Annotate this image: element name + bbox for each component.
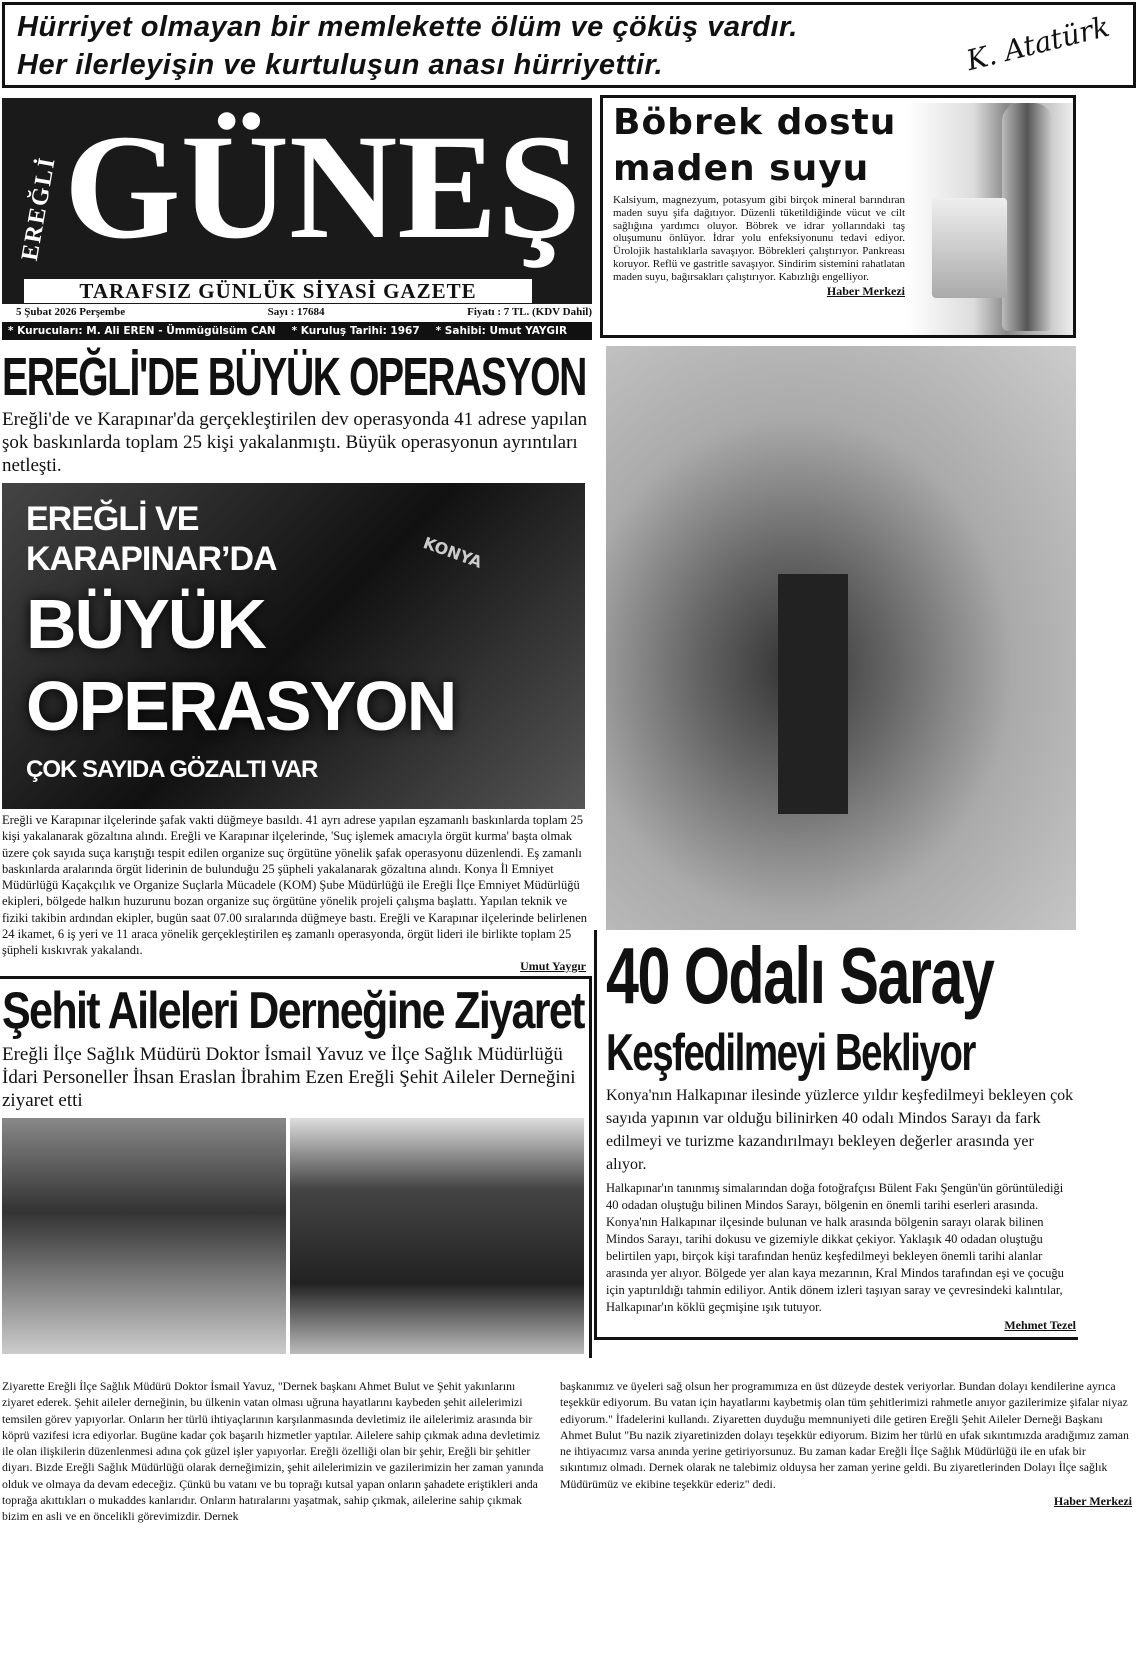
palace-headline-2: Keşfedilmeyi Bekliyor — [606, 1024, 975, 1082]
issue-number: Sayı : 17684 — [267, 306, 325, 318]
owner: * Sahibi: Umut YAYGIR — [435, 325, 568, 337]
visit-text-left: Ziyarette Ereğli İlçe Sağlık Müdürü Doktor İsmail Yavuz, "Dernek başkanı Ahmet Bulut ve Şehit yakınlarını ziyaret ederek. Şehit aileler derneğinin, bu ülkenin vatan olması uğruna hayatlarını kaybeden şehit ailelerimizi temsilen görev yapıyorlar. Onların her türlü ihtiyaçlarının karşılanmasında devletimiz ile ailelerimiz arasında bir köprü vazifesi icra ediyorlar. Bugüne kadar çok başarılı hizmetler yaptılar. Ailelere sahip çıkmak adına devletimiz ile olan ilişkilerin düzenlenmesi adına çok güzel işler yapıyorlar. Ereğli özelliği olan bir şehir, Ereğli bir şehitler diyarı. Bizde Ereğli Sağlık Müdürlüğü olarak derneğimizin, şehit ailelerimizin ve gazilerimizin her zaman yanında olduk ve olmaya da devam edeceğiz. Çünkü bu vatanı ve bu toprağı kutsal yapan onların şahadete eriştikleri anda toprağa akıttıkları o mukaddes kanlarıdır. Onların hatıralarını yaşatmak, sahip çıkmak, ailelerine sahip çıkmak bizim en asli ve en öncelikli görevimizdir. Dernek — [2, 1379, 544, 1524]
water-title-1: Böbrek dostu — [613, 102, 897, 143]
visit-subtitle: Ereğli İlçe Sağlık Müdürü Doktor İsmail Yavuz ve İlçe Sağlık Müdürlüğü İdari Personeller İhsan Eraslan İbrahim Ezen Ereğli Şehit Aileler Derneğini ziyaret etti — [2, 1043, 576, 1111]
visit-text-right: başkanımız ve üyeleri sağ olsun her programımıza en üst düzeyde destek veriyorlar. Bundan dolayı kendilerine ayrıca teşekkür ediyorum. Bu vatan için hayatlarını kaybetmiş olan tüm şehitlerimizi rahmetle anıyor gazilerimize şifalar niyaz ediyorum." İfadelerini kullandı. Ziyaretten duyduğu memnuniyeti dile getiren Ereğli Şehit Aileler Derneği Başkanı Ahmet Bulut "Bu nazik ziyaretinizden dolayı teşekkür ediyorum. Bizim her türlü en ufak sıkıntımızda aradığımız zaman ne ihtiyacımız varsa anında yerine getiriyorsunuz. Bu zaman kadar Ereğli İlçe Sağlık Müdürlüğü ile en ufak bir sıkıntımız olmadı. Dernek olarak ne talebimiz olduysa her zaman yerine geldi. Bu ziyaretlerinden Dolayı İlçe sağlık Müdürümüz ve ekibine teşekkür ederiz" dedi. — [560, 1379, 1129, 1491]
photo-text-3: BÜYÜK — [26, 585, 265, 663]
palace-article-box — [594, 930, 1078, 1340]
photo-text-5: ÇOK SAYIDA GÖZALTI VAR — [26, 756, 318, 783]
main-columns — [0, 346, 1140, 1358]
masthead-tagline: TARAFSIZ GÜNLÜK SİYASİ GAZETE — [24, 279, 532, 303]
masthead-name: GÜNEŞ — [64, 104, 581, 270]
palace-text: Halkapınar'ın tanınmış simalarından doğa fotoğrafçısı Bülent Fakı Şengün'ün görüntülediği 40 odadan oluştuğu bilinen Mindos Sarayı, bölgenin en önemli tarihi eserleri arasında. Konya'nın Halkapınar ilçesinde bulunan ve halk arasında bölgenin sarayı olarak bilinen Mindos Sarayı, tarihi dokusu ve gizemiyle dikkat çekiyor. Yaklaşık 40 odadan oluştuğu belirtilen yapı, birçok kişi tarafından henüz keşfedilmeyi bekleyen önemli tarihi alanlar arasında yer alıyor. Bölgede yer alan kaya mezarının, Kral Mindos tarafından eşi ve çocuğu için yaptırıldığı tahmin ediliyor. Antik dönem izleri taşıyan saray ve çevresindeki kalıntılar, Halkapınar'ın köklü geçmişine ışık tutuyor. — [606, 1181, 1064, 1314]
water-article — [600, 95, 1076, 338]
issue-info — [16, 306, 592, 319]
palace-subtitle: Konya'nın Halkapınar ilesinde yüzlerce yıldır keşfedilmeyi bekleyen çok sayıda yapının var olduğu bilinirken 40 odalı Mindos Sarayı da fark edilmeyi ve turizme kazandırılmayı bekleyen değerler arasında yer alıyor. — [606, 1087, 1074, 1173]
left-column — [0, 346, 592, 1358]
photo-vest-text: KONYA — [420, 533, 485, 572]
operation-text: Ereğli ve Karapınar ilçelerinde şafak vakti düğmeye basıldı. 41 ayrı adrese yapılan eşzamanlı baskınlarda toplam 25 kişi yakalanarak gözaltına alındı. Ereğli ve Karapınar ilçelerinde, 'Suç işlemek amacıyla örgüt kurma' başta olmak üzere çok sayıda suça karıştığı tespit edilen organize suç örgütüne yönelik şafak operasyonu düzenlendi. Eş zamanlı baskınlarda aralarında örgüt liderinin de bulunduğu 25 şüpheli yakalanarak gözaltına alındı. Konya İl Emniyet Müdürlüğü Kaçakçılık ve Organize Suçlarla Mücadele (KOM) Şube Müdürlüğü ile Ereğli İlçe Emniyet Müdürlüğü ekipleri, bölgede halkın huzurunu bozan organize suç örgütüne yönelik projeli çalışma başlattı. Yapılan teknik ve fiziki takibin ardından ekipler, bugün saat 07.00 sıralarında düğmeye bastı. Ereğli ve Karapınar ilçelerinde belirlenen 24 ikamet, 6 iş yeri ve 11 araca yönelik gerçekleştirilen eş zamanlı operasyonda, örgüt lideri ile birlikte toplam 25 şüpheli kıskıvrak yakalandı. — [2, 813, 588, 958]
water-byline: Haber Merkezi — [826, 283, 905, 298]
visit-photo-1 — [2, 1118, 286, 1354]
palace-photo — [606, 346, 1076, 930]
operation-headline: EREĞLİ'DE BÜYÜK OPERASYON — [2, 347, 586, 407]
operation-subtitle: Ereğli'de ve Karapınar'da gerçekleştirilen dev operasyonda 41 adrese yapılan şok baskınlarda toplam 25 kişi yakalanmıştı. Büyük operasyonun ayrıntıları netleşti. — [2, 409, 588, 476]
quote-line-1: Hürriyet olmayan bir memlekette ölüm ve çöküş vardır. — [17, 11, 798, 43]
palace-byline: Mehmet Tezel — [1004, 1318, 1076, 1332]
operation-byline: Umut Yaygır — [520, 958, 586, 973]
issue-price: Fiyatı : 7 TL. (KDV Dahil) — [467, 306, 592, 318]
founded-date: * Kuruluş Tarihi: 1967 — [291, 325, 420, 337]
founders: * Kurucuları: M. Ali EREN - Ümmügülsüm CAN — [8, 325, 276, 337]
palace-headline-1: 40 Odalı Saray — [606, 931, 994, 1020]
ataturk-quote-box — [2, 2, 1136, 88]
water-text-block — [613, 194, 905, 299]
operation-photo — [2, 483, 585, 809]
founders-bar — [2, 322, 592, 340]
visit-photo-2 — [290, 1118, 584, 1354]
visit-byline: Haber Merkezi — [1053, 1494, 1132, 1509]
masthead-city: EREĞLİ — [16, 154, 61, 263]
water-bottle-photo — [907, 103, 1073, 335]
photo-text-1: EREĞLİ VE — [26, 500, 199, 538]
photo-text-2: KARAPINAR’DA — [26, 540, 277, 578]
visit-headline: Şehit Aileleri Derneğine Ziyaret — [2, 981, 584, 1040]
masthead-logo — [2, 98, 592, 304]
right-column — [594, 346, 1078, 1340]
bottom-text — [0, 1372, 1140, 1525]
water-title-2: maden suyu — [613, 148, 870, 189]
quote-line-2: Her ilerleyişin ve kurtuluşun anası hürriyettir. — [17, 49, 664, 81]
visit-article-box — [0, 976, 592, 1358]
signature: K. Atatürk — [963, 9, 1113, 78]
photo-text-4: OPERASYON — [26, 667, 456, 745]
issue-date: 5 Şubat 2026 Perşembe — [16, 306, 126, 318]
water-text: Kalsiyum, magnezyum, potasyum gibi birçok mineral barındıran maden suyu şifa dağıtıyor. Düzenli tüketildiğinde vücut ve cilt sağlığına yardımcı oluyor. Böbrek ve idrar yollarındaki taş oluşumunu önlüyor. İdrar yolu enfeksiyonunu tedavi ediyor. Ürolojik hastalıklarla savaşıyor. Böbrekleri çalıştırıyor. Pankreası koruyor. Reflü ve gastritle savaşıyor. Sindirim sistemini rahatlatan maden suyu, bağırsakları çalıştırıyor. Kabızlığı engelliyor. — [613, 194, 905, 283]
